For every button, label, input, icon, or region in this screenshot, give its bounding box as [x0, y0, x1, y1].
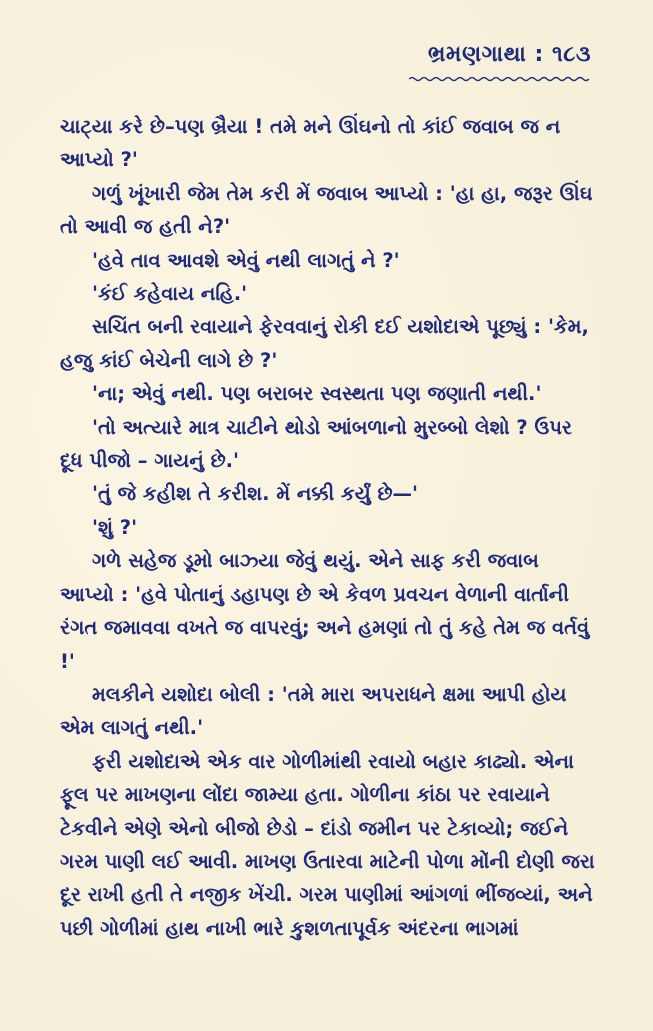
paragraph: મલકીને યશોદા બોલી : 'તમે મારા અપરાધને ક્ષમા આપી હોય એમ લાગતું નથી.'	[60, 682, 567, 740]
body-text	[60, 110, 598, 945]
paragraph: 'તું જે કહીશ તે કરીશ. મેં નક્કી કર્યું છે—'	[92, 482, 419, 506]
paragraph: ચાટ્યા કરે છે–પણ બ્રૈયા ! તમે મને ઊંઘનો તો કાંઈ જવાબ જ ન આપ્યો ?'	[60, 115, 561, 172]
paragraph: ફરી યશોદાએ એક વાર ગોળીમાંથી રવાયો બહાર કાઢ્યો. એના ફૂલ પર માખણના લોંદા જામ્યા હતા. ગોળીના કાંઠા પર રવાયાને ટેકવીને એણે એનો બીજો છેડો – દાંડો જમીન પર ટેકાવ્યો; જઈને ગરમ પાણી લઈ આવી. માખણ ઉતારવા માટેની પોળા મોંની દોણી જરા દૂર રાખી હતી તે નજીક ખેંચી. ગરમ પાણીમાં આંગળાં ભીંજવ્યાં, અને પછી ગોળીમાં હાથ નાખી ભારે કુશળતાપૂર્વક અંદરના ભાગમાં	[60, 749, 595, 940]
running-head	[409, 42, 591, 86]
page-header-title: ભ્રમણગાથા : ૧૮૩	[427, 42, 591, 67]
paragraph: સચિંત બની રવાયાને ફેરવવાનું રોકી દઈ યશોદાએ પૂછ્યું : 'કેમ, હજુ કાંઈ બેચેની લાગે છે ?'	[60, 315, 589, 372]
paragraph: ગળે સહેજ ડૂમો બાઝ્યા જેવું થયું. એને સાફ કરી જવાબ આપ્યો : 'હવે પોતાનું ડહાપણ છે એ કેવળ પ્રવચન વેળાની વાર્તાની રંગત જમાવવા વખતે જ વાપરવું; અને હમણાં તો તું કહે તેમ જ વર્તવું !'	[60, 549, 590, 673]
paragraph: 'ના; એવું નથી. પણ બરાબર સ્વસ્થતા પણ જણાતી નથી.'	[92, 382, 542, 406]
paragraph: 'તો અત્યારે માત્ર ચાટીને થોડો આંબળાનો મુરબ્બો લેશો ? ઉપર દૂધ પીજો – ગાયનું છે.'	[60, 415, 572, 473]
paragraph: 'હવે તાવ આવશે એવું નથી લાગતું ને ?'	[92, 248, 400, 272]
paragraph: 'કંઈ કહેવાય નહિ.'	[92, 282, 248, 306]
paragraph: 'શું ?'	[92, 515, 138, 539]
decorative-wavy-rule	[409, 76, 591, 82]
paragraph: ગળું ખૂંખારી જેમ તેમ કરી મેં જવાબ આપ્યો : 'હા હા, જરૂર ઊંઘ તો આવી જ હતી ને?'	[60, 181, 593, 239]
